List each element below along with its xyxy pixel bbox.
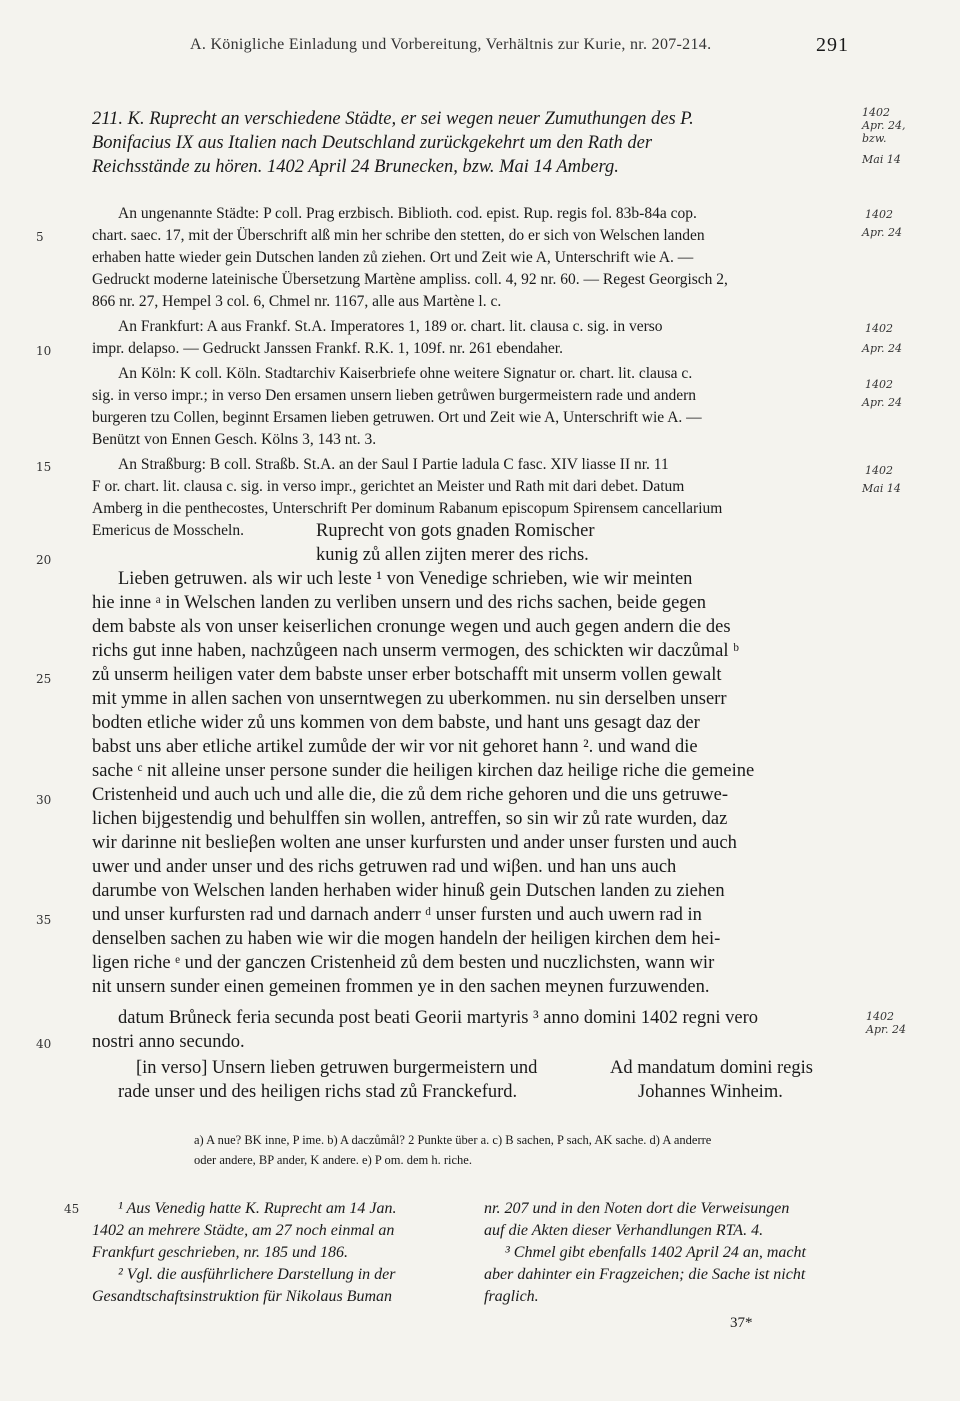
title-margin-date: 1402 Apr. 24, bzw. Mai 14 [862,106,906,166]
line-number: 40 [36,1037,52,1051]
apparatus-line: burgeren tzu Collen, beginnt Ersamen lieben getruwen. Ort und Zeit wie A, Unterschrift wie A. — [92,409,702,426]
line-number: 25 [36,672,52,686]
letter-date-margin: 1402 Apr. 24 [866,1010,907,1036]
footnote-line: fraglich. [484,1288,539,1305]
letter-line: Cristenheid und auch uch und alle die, die zů dem riche gehoren und die uns getruwe- [92,785,728,805]
margin-date: Apr. 24 [862,342,903,355]
intitulatio-line-2: kunig zů allen zijten merer des richs. [316,545,589,565]
apparatus-line: 866 nr. 27, Hempel 3 col. 6, Chmel nr. 1167, alle aus Martène l. c. [92,293,502,310]
line-number: 10 [36,344,52,358]
footnote-line: nr. 207 und in den Noten dort die Verweisungen [484,1200,790,1217]
intitulatio-line-1: Ruprecht von gots gnaden Romischer [316,521,595,541]
dorsal-address-line-1: [in verso] Unsern lieben getruwen burgermeistern und [136,1058,538,1078]
letter-line: datum Brůneck feria secunda post beati Georii martyris ³ anno domini 1402 regni vero [118,1008,759,1028]
apparatus-line: Gedruckt moderne lateinische Übersetzung Martène ampliss. coll. 4, 92 nr. 60. — Regest Georgisch 2, [92,271,728,288]
footnote-line: ² Vgl. die ausführlichere Darstellung in der [118,1266,396,1283]
variant-note-line-1: a) A nue? BK inne, P ime. b) A daczůmål? 2 Punkte über a. c) B sachen, P sach, AK sache. d) A anderre [194,1133,712,1147]
letter-line: denselben sachen zu haben wie wir die mogen handeln der heiligen kirchen dem hei- [92,929,721,949]
line-number: 35 [36,913,52,927]
apparatus-line: An Köln: K coll. Köln. Stadtarchiv Kaiserbriefe ohne weitere Signatur or. chart. lit. clausa c. [118,365,693,382]
letter-line: uwer und ander unser und des richs getruwen rad und wiβen. und han uns auch [92,857,677,877]
apparatus-line: impr. delapso. — Gedruckt Janssen Frankf. R.K. 1, 109f. nr. 261 ebendaher. [92,340,563,357]
dorsal-address-line-2: rade unser und des heiligen richs stad zů Franckefurd. [118,1082,518,1102]
letter-line: und unser kurfursten rad und darnach anderr ᵈ unser fursten und auch uwern rad in [92,905,702,925]
letter-line: bodten etliche wider zů uns kommen von dem babste, und hant uns gesagt daz der [92,713,700,733]
recognition-line-1: Ad mandatum domini regis [610,1058,813,1078]
recognition-line-2: Johannes Winheim. [638,1082,783,1102]
margin-date: 1402 [865,378,893,391]
letter-line: nit unsern sunder einen gemeinen frommen ye in den sachen meynen furzuwenden. [92,977,710,997]
letter-line: darumbe von Welschen landen herhaben wider hinuß gein Dutschen landen zu ziehen [92,881,725,901]
apparatus-line: F or. chart. lit. clausa c. sig. in verso impr., gerichtet an Meister und Rath mit dari debet. Datum [92,478,685,495]
footnote-line: auf die Akten dieser Verhandlungen RTA. 4. [484,1222,764,1239]
footnote-line: 1402 an mehrere Städte, am 27 noch einmal an [92,1222,395,1239]
sheet-signature: 37* [730,1315,753,1331]
apparatus-line: Emericus de Mosscheln. [92,522,244,539]
margin-date: 1402 [865,464,893,477]
apparatus-line: An Frankfurt: A aus Frankf. St.A. Imperatores 1, 189 or. chart. lit. clausa c. sig. in verso [118,318,663,335]
margin-date: Mai 14 [862,482,901,495]
letter-line: mit ymme in allen sachen von unserntwegen zu uberkommen. nu sin derselben unserr [92,689,727,709]
letter-line: ligen riche ᵉ und der ganczen Cristenheid zů dem besten und nuczlichsten, wann wir [92,953,715,973]
line-number: 15 [36,460,52,474]
letter-line: hie inne ᵃ in Welschen landen zu verliben unsern und des richs sachen, beide gegen [92,593,707,613]
footnote-line: Gesandtschaftsinstruktion für Nikolaus Buman [92,1288,392,1305]
entry-title-line-2: Bonifacius IX aus Italien nach Deutschland zurückgekehrt um den Rath der [92,133,653,153]
apparatus-line: Benützt von Ennen Gesch. Kölns 3, 143 nt. 3. [92,431,377,448]
letter-line: wir darinne nit beslieβen wolten ane unser kurfursten und ander unser fursten und auch [92,833,737,853]
entry-title-line-3: Reichsstände zu hören. 1402 April 24 Brunecken, bzw. Mai 14 Amberg. [92,157,619,177]
margin-date: Apr. 24 [862,396,903,409]
apparatus-line: chart. saec. 17, mit der Überschrift alß min her schribe den stetten, do er sich von Welschen landen [92,227,705,244]
apparatus-line: An Straßburg: B coll. Straßb. St.A. an der Saul I Partie ladula C fasc. XIV liasse II nr. 11 [118,456,669,473]
letter-line: nostri anno secundo. [92,1032,245,1052]
footnote-line: Frankfurt geschrieben, nr. 185 und 186. [92,1244,348,1261]
line-number: 20 [36,553,52,567]
margin-date: 1402 [865,322,893,335]
apparatus-line: Amberg in die penthecostes, Unterschrift Per dominum Rabanum episcopum Spirensem cancellarium [92,500,723,517]
apparatus-line: An ungenannte Städte: P coll. Prag erzbisch. Biblioth. cod. epist. Rup. regis fol. 83b-84a cop. [118,205,697,222]
letter-line: dem babste als von unser keiserlichen cronunge wegen und auch gegen andern die des [92,617,731,637]
letter-line: zů unserm heiligen vater dem babste unser erber botschafft mit unserm vollen gewalt [92,665,722,685]
footnote-line: ³ Chmel gibt ebenfalls 1402 April 24 an, macht [505,1244,806,1261]
apparatus-line: erhaben hatte wieder gein Dutschen landen zů ziehen. Ort und Zeit wie A, Unterschrift wie A. — [92,249,694,266]
margin-date: Apr. 24 [862,226,903,239]
line-number: 45 [64,1202,80,1216]
page-number: 291 [816,34,849,56]
letter-line: babst uns aber etliche artikel zumůde der wir vor nit gehoret hann ². und wand die [92,737,698,757]
letter-line: richs gut inne haben, nachzůgeen nach unserm vermogen, des schickten wir daczůmal ᵇ [92,641,739,661]
letter-line: lichen bijgestendig und behulffen sin wollen, antreffen, so sin wir zů rate wurden, daz [92,809,728,829]
entry-title-line-1: 211. K. Ruprecht an verschiedene Städte, er sei wegen neuer Zumuthungen des P. [92,109,694,129]
running-title: A. Königliche Einladung und Vorbereitung, Verhältnis zur Kurie, nr. 207-214. [190,36,712,53]
margin-date: 1402 [865,208,893,221]
letter-line: sache ᶜ nit alleine unser persone sunder die heiligen kirchen daz heilige riche die gemeine [92,761,755,781]
footnote-line: ¹ Aus Venedig hatte K. Ruprecht am 14 Jan. [118,1200,397,1217]
apparatus-line: sig. in verso impr.; in verso Den ersamen unsern lieben getrůwen burgermeistern rade und andern [92,387,697,404]
footnote-line: aber dahinter ein Fragzeichen; die Sache ist nicht [484,1266,806,1283]
line-number: 30 [36,793,52,807]
line-number: 5 [36,230,44,244]
variant-note-line-2: oder andere, BP ander, K andere. e) P om. dem h. riche. [194,1153,472,1167]
letter-line: Lieben getruwen. als wir uch leste ¹ von Venedige schrieben, wie wir meinten [118,569,693,589]
